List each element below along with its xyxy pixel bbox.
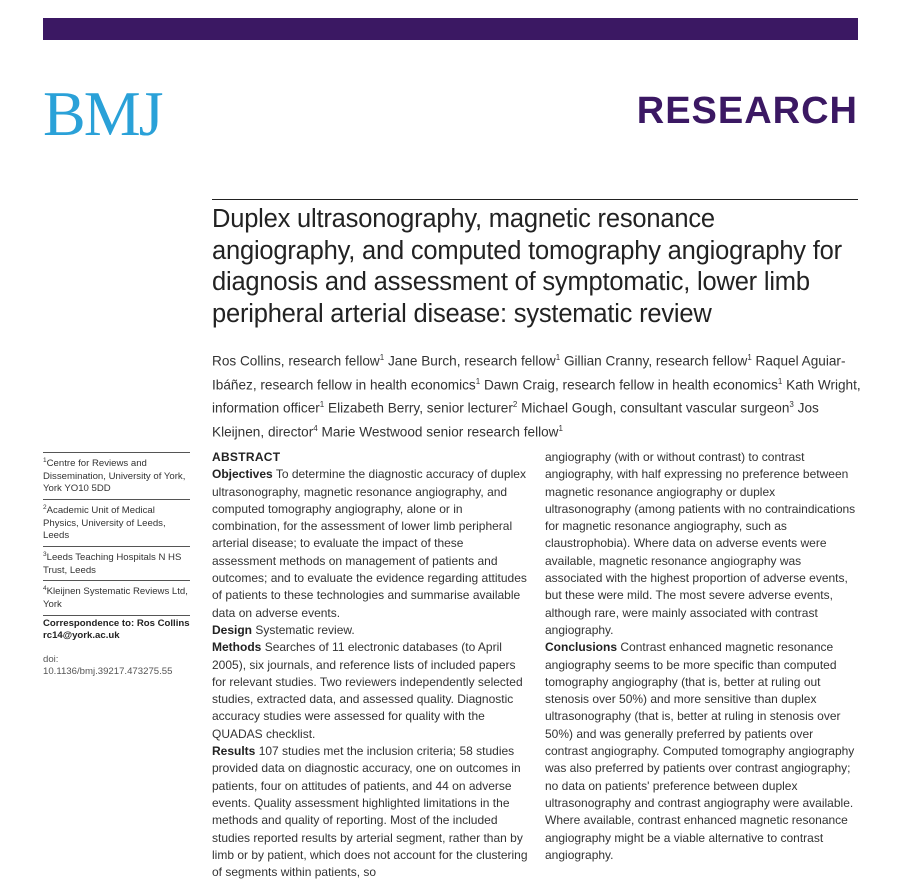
author-name: Jos Kleijnen bbox=[212, 400, 819, 440]
journal-top-bar bbox=[43, 18, 858, 40]
results-text: 107 studies met the inclusion criteria; 58 studies provided data on diagnostic accuracy, one on outcomes in patients, four on attitudes of patients, and 44 on adverse events. Quality assessment highlighted limitations in the methods and quality of reporting. Most of the included studies reported results by arterial segment, rather than by limb or by patient, which does not account for the clustering of segments within patients, so bbox=[212, 744, 528, 880]
author-role: research fellow in health economics bbox=[562, 377, 778, 393]
abstract-column-left bbox=[212, 449, 528, 881]
affiliation-number: 1 bbox=[43, 457, 47, 464]
affiliation-item bbox=[43, 452, 190, 499]
title-rule bbox=[212, 199, 858, 200]
author-name: Gillian Cranny bbox=[563, 353, 649, 369]
author-role: research fellow bbox=[464, 353, 556, 369]
abstract-methods bbox=[212, 639, 528, 743]
author-list: Ros Collins, research fellow$^1$ Jane Burch, research fellow$^1$ Gillian Cranny, research fellow$^1$ Raquel Aguiar-Ibáñez, research fellow in health economics$^1$ Dawn Craig, research fellow in health economics$^1$ Kath Wright, information officer$^1$ Elizabeth Berry, senior lecturer$^2$ Michael Gough, consultant vascular surgeon$^3$ Jos Kleijnen, director$^4$ Marie Westwood senior research fellow$^1$ bbox=[212, 353, 861, 440]
author-role: research fellow bbox=[655, 353, 748, 369]
abstract-design bbox=[212, 622, 528, 639]
affiliation-text: Centre for Reviews and Dissemination, University of York, York YO10 5DD bbox=[43, 458, 186, 495]
author-name: Raquel Aguiar-Ibáñez bbox=[212, 353, 846, 393]
affiliation-number: 2 bbox=[43, 503, 47, 511]
affiliation-item bbox=[43, 499, 190, 546]
author-role: director bbox=[267, 424, 314, 440]
author-name: Elizabeth Berry bbox=[328, 400, 420, 416]
author-role: research fellow bbox=[288, 353, 380, 369]
abstract-results bbox=[212, 743, 528, 881]
methods-label: Methods bbox=[212, 640, 262, 655]
author-affiliation-mark: 1 bbox=[558, 423, 563, 433]
affiliation-text: Academic Unit of Medical Physics, University of Leeds, Leeds bbox=[43, 505, 166, 542]
results-continued: angiography (with or without contrast) to contrast angiography, with half expressing no preference between magnetic resonance angiography or duplex ultrasonography (among patients with no contraindications for magnetic resonance angiography, such as claustrophobia). Where data on adverse events were available, magnetic resonance angiography was associated with the highest proportion of adverse events, but these were mild. The most severe adverse events, although rare, were mainly associated with contrast angiography. bbox=[545, 450, 856, 637]
author-name: Dawn Craig bbox=[483, 377, 555, 393]
affiliation-text: Kleijnen Systematic Reviews Ltd, York bbox=[43, 586, 188, 611]
doi-link[interactable]: doi: 10.1136/bmj.39217.473275.55 bbox=[43, 653, 173, 678]
abstract-column-right bbox=[545, 449, 859, 864]
design-label: Design bbox=[212, 622, 253, 637]
author-role: research fellow in health economics bbox=[260, 377, 476, 393]
author-affiliation-mark: 1 bbox=[475, 376, 481, 386]
results-label: Results bbox=[212, 744, 256, 759]
conclusions-text: Contrast enhanced magnetic resonance angiography seems to be more specific than computed tomography angiography (that is, better at ruling out stenosis over 50%) and more sensitive than duplex ultrasonography (that is, better at ruling in stenosis over 50%) and was generally preferred by patients over contrast angiography. Computed tomography angiography was also preferred by patients over contrast angiography; no data on patients' preference between duplex ultrasonography and contrast angiography were available. Where available, contrast enhanced magnetic resonance angiography might be a viable alternative to contrast angiography. bbox=[545, 640, 855, 862]
objectives-label: Objectives bbox=[212, 467, 273, 482]
author-affiliation-mark: 1 bbox=[777, 376, 783, 386]
bmj-logo: BMJ bbox=[43, 78, 162, 149]
affiliation-item bbox=[43, 580, 190, 614]
author-role: information officer bbox=[212, 400, 320, 416]
author-affiliation-mark: 2 bbox=[512, 400, 518, 410]
author-name: Michael Gough bbox=[521, 400, 613, 416]
author-affiliation-mark: 1 bbox=[319, 400, 325, 410]
affiliations-sidebar bbox=[43, 452, 190, 679]
abstract-objectives bbox=[212, 466, 528, 622]
author-affiliation-mark: 4 bbox=[313, 423, 318, 433]
design-text: Systematic review. bbox=[255, 622, 355, 637]
abstract-heading: ABSTRACT bbox=[212, 450, 281, 464]
author-role: senior research fellow bbox=[426, 424, 559, 440]
affiliation-number: 3 bbox=[43, 550, 47, 558]
affiliation-item bbox=[43, 546, 190, 580]
author-affiliation-mark: 1 bbox=[379, 353, 385, 362]
objectives-text: To determine the diagnostic accuracy of duplex ultrasonography, magnetic resonance angiography, and computed tomography angiography, alone or in combination, for the assessment of lower limb peripheral arterial disease; to evaluate the impact of these assessment methods on management of patients and outcomes; and to evaluate the evidence regarding attitudes of patients to these technologies and summarise available data on adverse events. bbox=[212, 467, 527, 620]
section-label: RESEARCH bbox=[636, 90, 858, 132]
author-role: senior lecturer bbox=[426, 400, 513, 416]
conclusions-label: Conclusions bbox=[545, 640, 618, 655]
author-name: Marie Westwood bbox=[321, 424, 423, 440]
affiliation-text: Leeds Teaching Hospitals N HS Trust, Leeds bbox=[43, 552, 182, 576]
abstract-conclusions bbox=[545, 639, 859, 864]
author-affiliation-mark: 3 bbox=[789, 400, 794, 410]
author-name: Kath Wright bbox=[786, 377, 857, 393]
article-title: Duplex ultrasonography, magnetic resonance angiography, and computed tomography angiography for diagnosis and assessment of symptomatic, lower limb peripheral arterial disease: systematic review bbox=[212, 205, 842, 328]
correspondence: Correspondence to: Ros Collins rc14@york.ac.uk bbox=[43, 615, 190, 646]
affiliation-number: 4 bbox=[43, 585, 47, 593]
author-role: consultant vascular surgeon bbox=[620, 400, 790, 416]
methods-text: Searches of 11 electronic databases (to April 2005), six journals, and reference lists of included papers for relevant studies. Two reviewers independently selected studies, extracted data, and assessed quality. Diagnostic accuracy studies were assessed for quality with the QUADAS checklist. bbox=[212, 640, 523, 741]
author-affiliation-mark: 1 bbox=[555, 353, 561, 362]
author-name: Ros Collins bbox=[212, 353, 281, 369]
author-affiliation-mark: 1 bbox=[747, 353, 752, 362]
author-name: Jane Burch bbox=[387, 353, 457, 369]
